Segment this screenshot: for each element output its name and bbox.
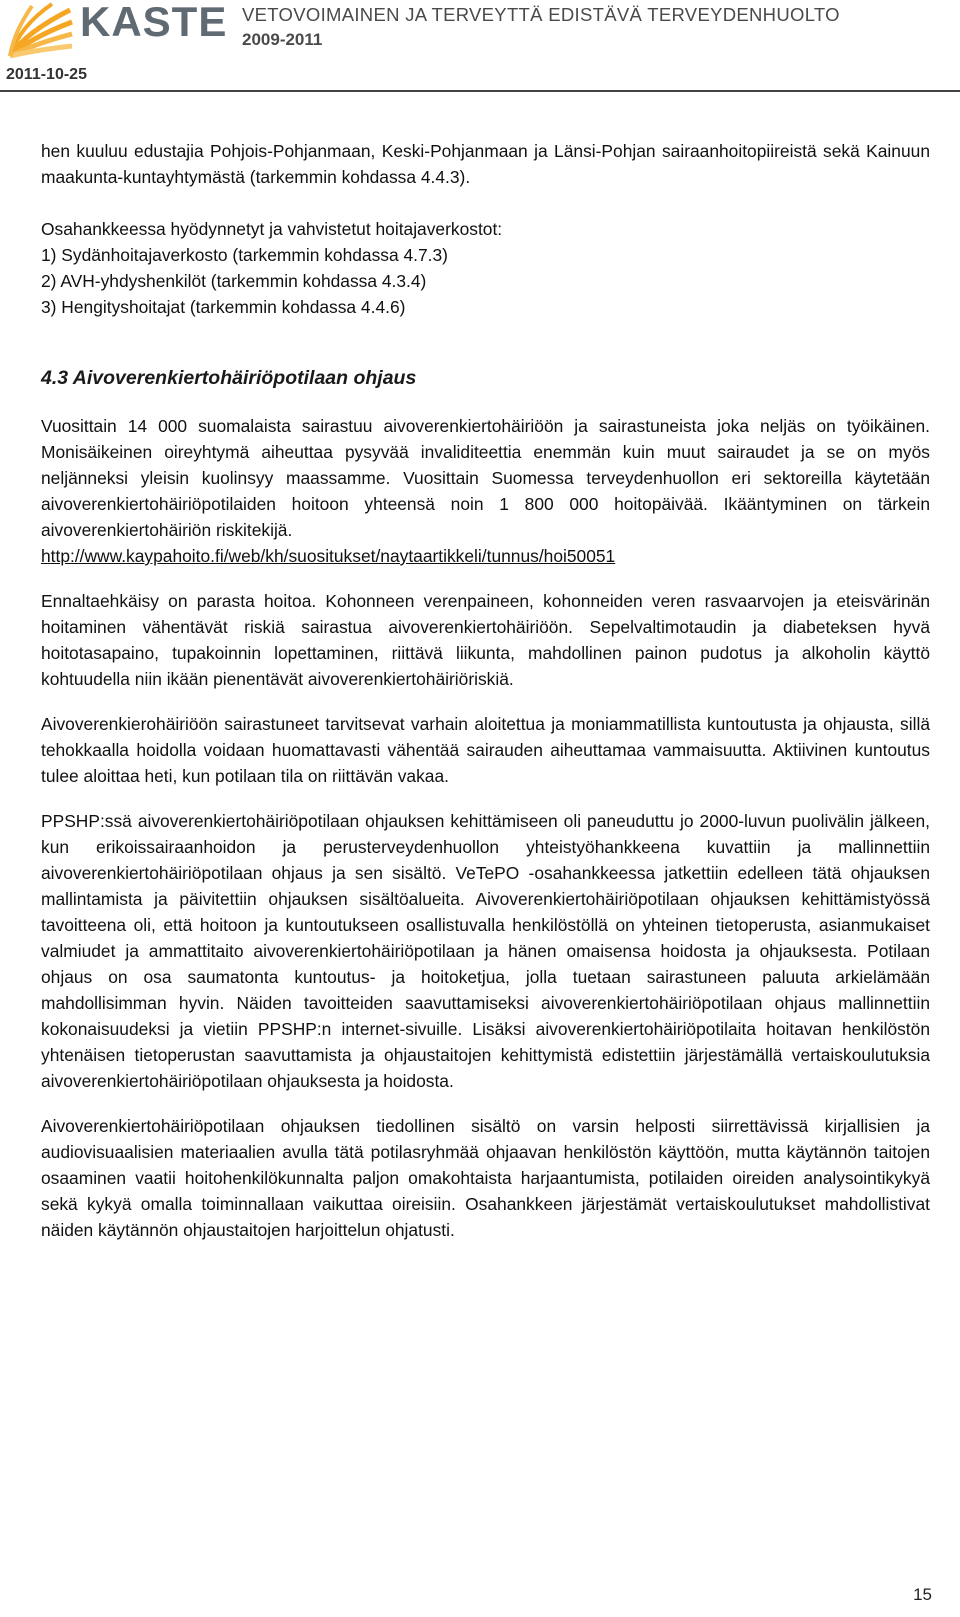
header-title: VETOVOIMAINEN JA TERVEYTTÄ EDISTÄVÄ TERVEYDENHUOLTO (242, 4, 840, 25)
paragraph-statistics: Vuosittain 14 000 suomalaista sairastuu aivoverenkiertohäiriöön ja sairastuneista joka neljäs on työikäinen. Monisäikeinen oireyhtymä aiheuttaa pysyvää invaliditeettia enemmän kuin muut sairaudet ja se on myös neljänneksi yleisin kuolinsyy maassamme. Vuosittain Suomessa terveydenhuollon eri sektoreilla käytetään aivoverenkiertohäiriöpotilaiden hoitoon yhteensä noin 1 800 000 hoitopäivää. Ikääntyminen on tärkein aivoverenkiertohäiriön riskitekijä. (41, 416, 930, 540)
section-heading: 4.3 Aivoverenkiertohäiriöpotilaan ohjaus (41, 367, 417, 389)
logo-text: KASTE (80, 0, 228, 45)
paragraph-continuation: hen kuuluu edustajia Pohjois-Pohjanmaan, Keski-Pohjanmaan ja Länsi-Pohjan sairaanhoitopiireistä sekä Kainuun maakunta-kuntayhtymästä (tarkemmin kohdassa 4.4.3). (41, 141, 930, 187)
header-date: 2011-10-25 (6, 66, 87, 83)
page-header (0, 0, 960, 92)
header-years: 2009-2011 (242, 30, 323, 49)
paragraph-ppshp: PPSHP:ssä aivoverenkiertohäiriöpotilaan ohjauksen kehittämiseen oli paneuduttu jo 2000-luvun puolivälin jälkeen, kun erikoissairaanhoidon ja perusterveydenhuollon yhteistyöhankkeena kuvattiin ja mallinnettiin aivoverenkiertohäiriöpotilaan ohjaus ja sen sisältö. VeTePO -osahankkeessa jatkettiin edelleen tätä ohjauksen mallintamista ja päivitettiin ohjauksen sisältöalueita. Aivoverenkiertohäiriöpotilaan ohjauksen kehittämistyössä tavoitteena oli, että hoitoon ja kuntoutukseen osallistuvalla henkilöstöllä on yhteinen tietoperusta, asianmukaiset valmiudet ja ammattitaito aivoverenkiertohäiriöpotilaan ja hänen omaisensa hoidosta ja ohjauksesta. Potilaan ohjaus on osa saumatonta kuntoutus- ja hoitoketjua, jolla tuetaan sairastuneen paluuta arkielämään mahdollisimman hyvin. Näiden tavoitteiden saavuttamiseksi aivoverenkiertohäiriöpotilaan ohjaus mallinnettiin kokonaisuudeksi ja vietiin PPSHP:n internet-sivuille. Lisäksi aivoverenkiertohäiriöpotilaita hoitavan henkilöstön yhtenäisen tietoperustan saavuttamista ja ohjaustaitojen kehittymistä edistettiin järjestämällä vertaiskoulutuksia aivoverenkiertohäiriöpotilaan ohjauksesta ja hoidosta. (41, 811, 930, 1091)
page-number: 15 (913, 1585, 932, 1604)
list-item: 1) Sydänhoitajaverkosto (tarkemmin kohdassa 4.7.3) (41, 245, 448, 265)
kaste-logo (6, 0, 228, 60)
network-list (41, 242, 930, 320)
paragraph-prevention: Ennaltaehkäisy on parasta hoitoa. Kohonneen verenpaineen, kohonneiden veren rasvaarvojen ja eteisvärinän hoitaminen vähentävät riskiä sairastua aivoverenkiertohäiriöön. Sepelvaltimotaudin ja diabeteksen hyvä hoitotasapaino, tupakoinnin lopettaminen, riittävä liikunta, mahdollinen painon pudotus ja alkoholin käyttö kohtuudella niin ikään pienentävät aivoverenkiertohäiriöriskiä. (41, 591, 930, 689)
sun-rays-icon (6, 2, 76, 60)
header-divider (0, 90, 960, 92)
network-list-intro: Osahankkeessa hyödynnetyt ja vahvistetut hoitajaverkostot: (41, 219, 503, 239)
paragraph-rehabilitation: Aivoverenkierohäiriöön sairastuneet tarvitsevat varhain aloitettua ja moniammatillista kuntoutusta ja ohjausta, sillä tehokkaalla hoidolla voidaan huomattavasti vähentää sairauden aiheuttamaa vammaisuutta. Aktiivinen kuntoutus tulee aloittaa heti, kun potilaan tila on riittävän vakaa. (41, 714, 930, 786)
paragraph-training: Aivoverenkiertohäiriöpotilaan ohjauksen tiedollinen sisältö on varsin helposti siirrettävissä kirjallisien ja audiovisuaalisien materiaalien avulla tätä potilasryhmää ohjaavan henkilöstön käyttöön, mutta käytännön taitojen osaaminen vaatii hoitohenkilökunnalta paljon omakohtaista harjaantumista, potilaiden oireiden analysointikykyä sekä kykyä omalla toiminnallaan vaikuttaa oireisiin. Osahankkeen järjestämät vertaiskoulutukset mahdollistivat näiden käytännön ohjaustaitojen harjoittelun ohjatusti. (41, 1116, 930, 1240)
list-item: 2) AVH-yhdyshenkilöt (tarkemmin kohdassa 4.3.4) (41, 271, 427, 291)
document-body (41, 138, 930, 1243)
kaypahoito-link[interactable]: http://www.kaypahoito.fi/web/kh/suositukset/naytaartikkeli/tunnus/hoi50051 (41, 546, 616, 566)
list-item: 3) Hengityshoitajat (tarkemmin kohdassa 4.4.6) (41, 297, 406, 317)
